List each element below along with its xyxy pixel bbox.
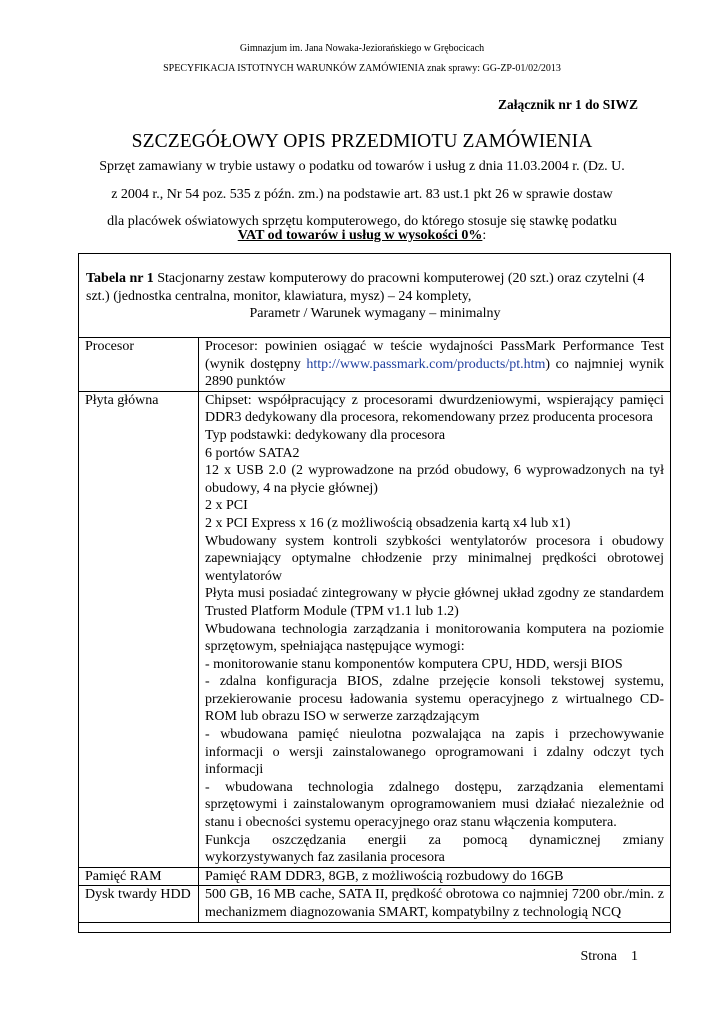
procesor-text-a: Procesor: powinien osiągać w teście wydajności PassMark Performance Test (wynik dostępny	[205, 339, 664, 372]
intro-paragraph	[70, 153, 654, 236]
row-label-ram: Pamięć RAM	[79, 867, 199, 886]
caption-text: Stacjonarny zestaw komputerowy do pracowni komputerowej (20 szt.) oraz czytelni (4 szt.) (jednostka centralna, monitor, klawiatura, mysz) – 24 komplety,	[86, 271, 645, 304]
intro-line-1: Sprzęt zamawiany w trybie ustawy o podatku od towarów i usług z dnia 11.03.2004 r. (Dz. U.	[99, 159, 625, 174]
table-row	[79, 338, 671, 392]
row-label-procesor: Procesor	[79, 338, 199, 392]
plyta-line: 12 x USB 2.0 (2 wyprowadzone na przód obudowy, 6 wyprowadzonych na tył obudowy, 4 na płycie głównej)	[205, 463, 664, 496]
plyta-line: Typ podstawki: dedykowany dla procesora	[205, 427, 446, 443]
plyta-line: 2 x PCI Express x 16 (z możliwością obsadzenia kartą x4 lub x1)	[205, 515, 571, 531]
annex-label: Załącznik nr 1 do SIWZ	[497, 97, 638, 112]
procesor-text-b: ) co najmniej wynik 2890 punktów	[205, 356, 664, 390]
table-row	[79, 867, 671, 886]
header-spec: SPECYFIKACJA ISTOTNYCH WARUNKÓW ZAMÓWIENIA znak sprawy: GG-ZP-01/02/2013	[163, 63, 561, 74]
row-value-procesor	[199, 338, 671, 392]
row-value-ram: Pamięć RAM DDR3, 8GB, z możliwością rozbudowy do 16GB	[199, 867, 671, 886]
vat-colon: :	[482, 228, 487, 243]
table-row	[79, 391, 671, 867]
plyta-line: Płyta musi posiadać zintegrowany w płycie głównej układ zgodny ze standardem Trusted Platform Module (TPM v1.1 lub 1.2)	[205, 586, 664, 619]
plyta-line: Wbudowana technologia zarządzania i monitorowania komputera na poziomie sprzętowym, spełniająca następujące wymogi:	[205, 621, 664, 655]
header-school: Gimnazjum im. Jana Nowaka-Jeziorańskiego w Grębocicach	[239, 43, 485, 54]
caption-lead: Tabela nr 1	[86, 271, 154, 286]
intro-line-3: dla placówek oświatowych sprzętu komputerowego, do którego stosuje się stawkę podatku	[107, 214, 617, 229]
passmark-link[interactable]: http://www.passmark.com/products/pt.htm	[306, 356, 546, 372]
plyta-line: 6 portów SATA2	[205, 445, 300, 461]
intro-line-2: z 2004 r., Nr 54 poz. 535 z późn. zm.) na podstawie art. 83 ust.1 pkt 26 w sprawie dostaw	[111, 186, 613, 202]
page-label: Strona	[580, 949, 617, 964]
document-title: SZCZEGÓŁOWY OPIS PRZEDMIOTU ZAMÓWIENIA	[131, 131, 593, 152]
caption-params: Parametr / Warunek wymagany – minimalny	[249, 306, 501, 321]
plyta-line: - wbudowana technologia zdalnego dostępu, zarządzania elementami sprzętowymi i zainstalowanym oprogramowaniem musi działać niezależnie od stanu i obecności systemu operacyjnego oraz stanu włączenia komputera.	[205, 779, 664, 831]
plyta-line: Chipset: współpracujący z procesorami dwurdzeniowymi, wspierający pamięci DDR3 dedykowany dla procesora, rekomendowany przez producenta procesora	[205, 392, 664, 426]
table-row	[79, 886, 671, 922]
row-value-plyta	[199, 391, 671, 867]
row-label-plyta: Płyta główna	[79, 391, 199, 867]
plyta-line: 2 x PCI	[205, 498, 248, 514]
plyta-line: - monitorowanie stanu komponentów komputera CPU, HDD, wersji BIOS	[205, 656, 623, 672]
plyta-line: - zdalna konfiguracja BIOS, zdalne przejęcie konsoli tekstowej systemu, przekierowanie procesu ładowania systemu operacyjnego z wirtualnego CD-ROM lub obrazu ISO w serwerze zarządzającym	[205, 674, 664, 725]
plyta-line: - wbudowana pamięć nieulotna pozwalająca na zapis i przechowywanie informacji o wersji zainstalowanego oprogramowani i zdalny odczyt tych informacji	[205, 727, 664, 778]
page-footer	[580, 949, 638, 965]
vat-line	[0, 228, 724, 244]
vat-text: VAT od towarów i usług w wysokości 0%	[237, 228, 483, 243]
page-number: 1	[631, 949, 638, 964]
table-caption	[86, 270, 664, 323]
row-value-hdd: 500 GB, 16 MB cache, SATA II, prędkość obrotowa co najmniej 7200 obr./min. z mechanizmem diagnozowania SMART, kompatybilny z technologią NCQ	[199, 886, 671, 922]
plyta-line: Wbudowany system kontroli szybkości wentylatorów procesora i obudowy zapewniający optymalne chłodzenie przy minimalnej prędkości obrotowej wentylatorów	[205, 533, 664, 584]
row-label-hdd: Dysk twardy HDD	[79, 886, 199, 922]
plyta-line: Funkcja oszczędzania energii za pomocą dynamicznej zmiany wykorzystywanych faz zasilania procesora	[205, 832, 664, 866]
spec-table	[78, 337, 671, 923]
